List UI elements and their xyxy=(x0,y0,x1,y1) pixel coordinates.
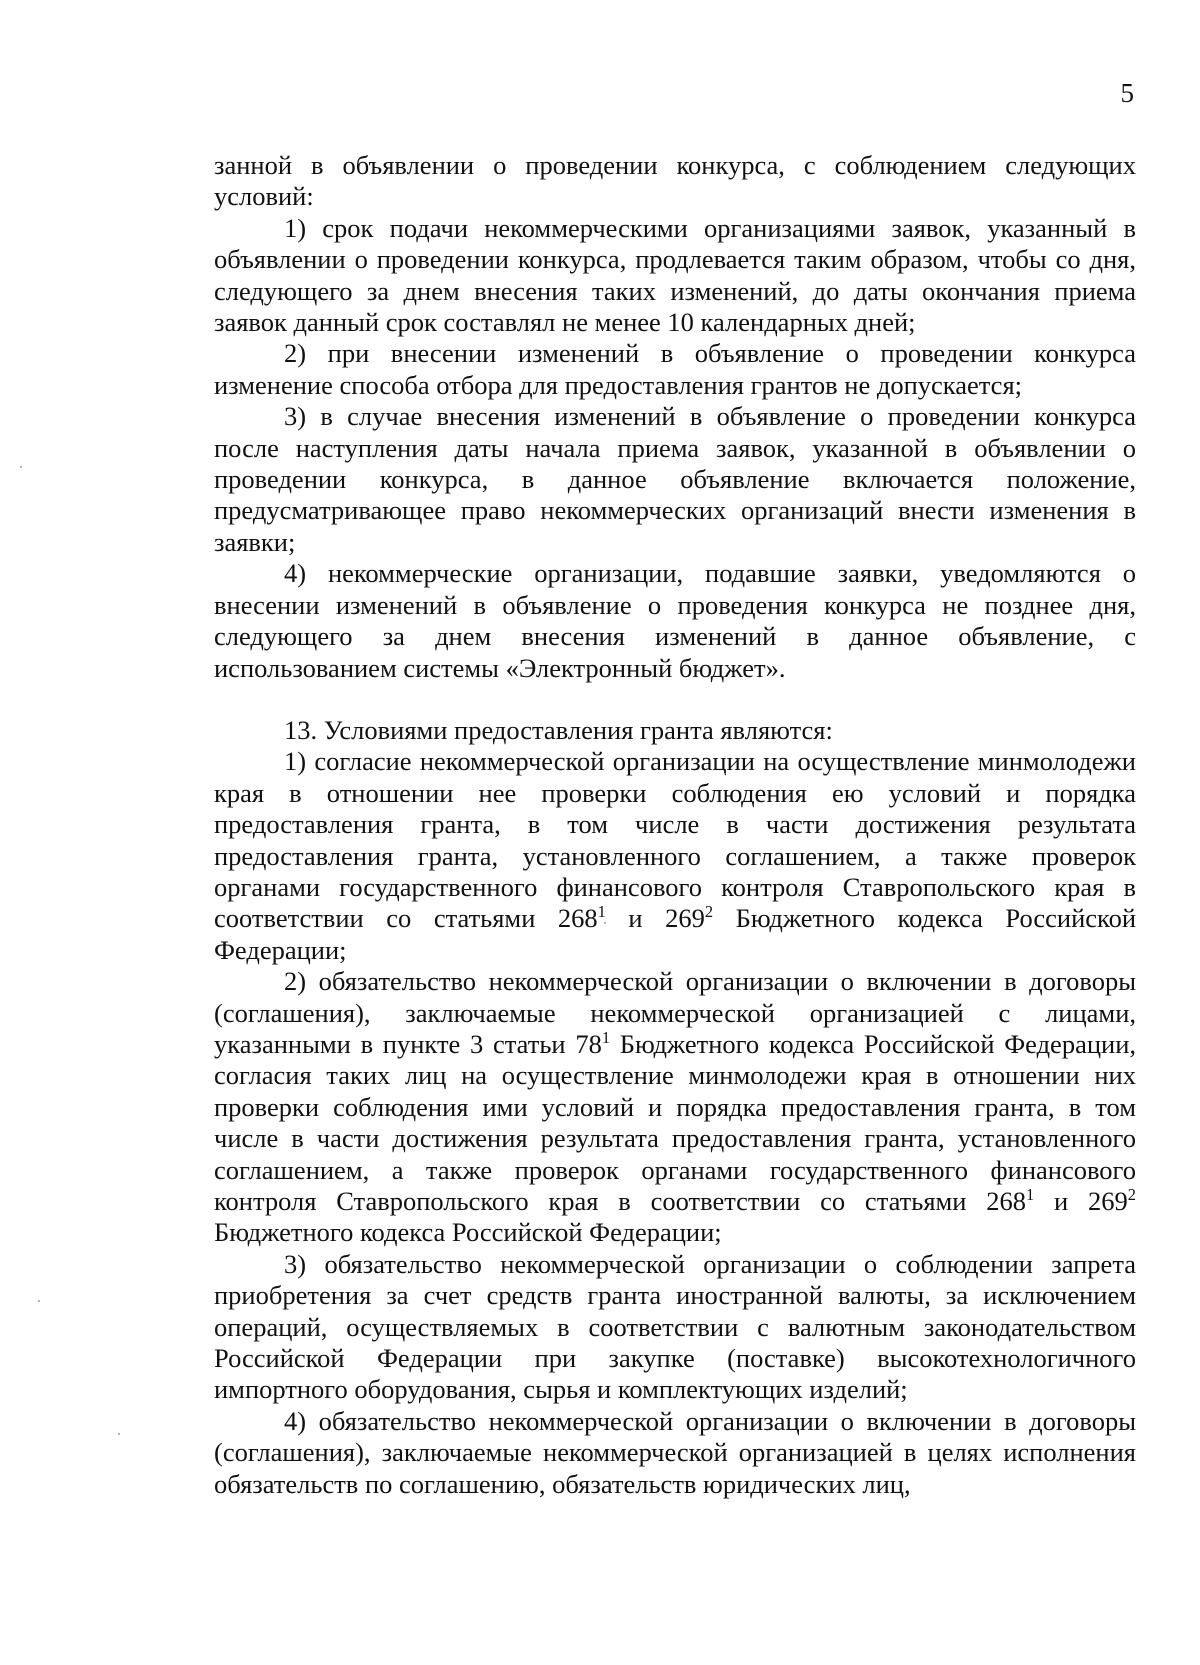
paragraph-grant-condition-4: 4) обязательство некоммерческой организации о включении в договоры (соглашения), заключаемые некоммерческой организацией в целях исполнения обязательств по соглашению, обязательств юридических лиц, xyxy=(214,1405,1136,1499)
superscript: 2 xyxy=(704,902,714,922)
paragraph-grant-condition-2 xyxy=(214,966,1136,1249)
text-segment: Бюджетного кодекса Российской Федерации; xyxy=(214,1217,722,1248)
text-segment: 1) согласие некоммерческой организации на осуществление минмолодежи края в отношении нее проверки соблюдения ею условий и порядка предоставления гранта, в том числе в части достижения результата предоставления гранта, установленного соглашением, а также проверок органами государственного финансового контроля Ставропольского края в соответствии со статьями 268 xyxy=(214,746,1136,934)
document-body xyxy=(214,150,1136,1500)
text-segment: и 269 xyxy=(1034,1186,1128,1216)
paragraph-condition-3: 3) в случае внесения изменений в объявление о проведении конкурса после наступления даты начала приема заявок, указанной в объявлении о проведении конкурса, в данное объявление включается положение, предусматривающее право некоммерческих организаций внести изменения в заявки; xyxy=(214,401,1136,557)
text-segment: Бюджетного кодекса Российской Федерации, согласия таких лиц на осуществление минмолодежи края в отношении них проверки соблюдения ими условий и порядка предоставления гранта, в том числе в части достижения результата предоставления гранта, установленного соглашением, а также проверок органами государственного финансового контроля Ставропольского края в соответствии со статьями 268 xyxy=(214,1028,1137,1216)
paragraph-condition-4: 4) некоммерческие организации, подавшие заявки, уведомляются о внесении изменений в объявление о проведения конкурса не позднее дня, следующего за днем внесения изменений в данное объявление, с использованием системы «Электронный бюджет». xyxy=(214,558,1136,683)
superscript: 2 xyxy=(1127,1184,1136,1204)
scan-speck xyxy=(118,1433,120,1435)
text-segment: 2) обязательство некоммерческой организации о включении в договоры (соглашения), заключаемые некоммерческой организацией с лицами, указанными в пункте 3 статьи 78 xyxy=(214,966,1136,1059)
superscript: 1 xyxy=(597,902,606,922)
section-13-heading: 13. Условиями предоставления гранта являются: xyxy=(284,714,833,745)
scan-speck xyxy=(20,466,22,468)
scan-speck xyxy=(604,922,606,924)
superscript: 1 xyxy=(601,1027,611,1047)
paragraph-grant-condition-1 xyxy=(214,746,1136,966)
page-number: 5 xyxy=(1120,78,1134,108)
paragraph-condition-1: 1) срок подачи некоммерческими организациями заявок, указанный в объявлении о проведении конкурса, продлевается таким образом, чтобы со дня, следующего за днем внесения таких изменений, до даты окончания приема заявок данный срок составлял не менее 10 календарных дней; xyxy=(214,212,1136,338)
superscript: 1 xyxy=(1026,1184,1035,1204)
paragraph-spacer xyxy=(214,684,1136,715)
paragraph-grant-condition-3: 3) обязательство некоммерческой организации о соблюдении запрета приобретения за счет средств гранта иностранной валюты, за исключением операций, осуществляемых в соответствии с валютным законодательством Российской Федерации при закупке (поставке) высокотехнологичного импортного оборудования, сырья и комплектующих изделий; xyxy=(214,1248,1136,1405)
text-segment: Бюджетного кодекса Российской Федерации; xyxy=(214,903,1137,965)
text-segment: и 269 xyxy=(605,903,705,934)
paragraph-condition-2: 2) при внесении изменений в объявление о проведении конкурса изменение способа отбора для предоставления грантов не допускается; xyxy=(214,338,1136,400)
paragraph-continuation: занной в объявлении о проведении конкурса, с соблюдением следующих условий: xyxy=(214,150,1136,212)
scan-speck xyxy=(38,1300,40,1302)
